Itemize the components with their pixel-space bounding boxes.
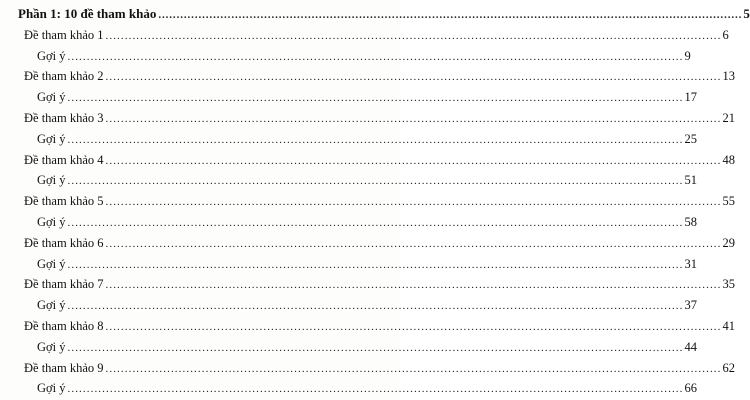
toc-entry-label: Gợi ý (37, 340, 66, 354)
toc-entry-label: Đề tham khảo 3 (24, 111, 104, 125)
toc-entry-page: 51 (684, 173, 697, 187)
toc-part-label: Phần 1: 10 đề tham khảo (18, 6, 157, 21)
toc-entry-page: 62 (722, 361, 735, 375)
toc-entry-goi-y-8 (37, 339, 697, 355)
toc-dot-leader: ................................................................................................................................................................ (67, 259, 684, 271)
toc-entry-page: 37 (684, 298, 697, 312)
toc-entry-de-5 (24, 193, 735, 209)
toc-dot-leader: ................................................................................................................................................................ (67, 342, 684, 354)
toc-dot-leader: ................................................................................................................................................................ (158, 9, 743, 21)
toc-entry-page: 48 (722, 153, 735, 167)
toc-dot-leader: ................................................................................................................................................................ (105, 113, 722, 125)
toc-dot-leader: ................................................................................................................................................................ (105, 279, 722, 291)
toc-dot-leader: ................................................................................................................................................................ (105, 155, 722, 167)
toc-dot-leader: ................................................................................................................................................................ (67, 300, 684, 312)
toc-dot-leader: ................................................................................................................................................................ (67, 383, 684, 395)
toc-entry-de-7 (24, 276, 735, 292)
toc-entry-page: 41 (722, 319, 735, 333)
toc-entry-page: 31 (684, 257, 697, 271)
toc-dot-leader: ................................................................................................................................................................ (105, 196, 722, 208)
toc-entry-de-3 (24, 110, 735, 126)
toc-dot-leader: ................................................................................................................................................................ (105, 238, 722, 250)
toc-dot-leader: ................................................................................................................................................................ (67, 92, 684, 104)
toc-entry-goi-y-5 (37, 214, 697, 230)
toc-entry-label: Đề tham khảo 4 (24, 153, 104, 167)
toc-entry-de-8 (24, 318, 735, 334)
toc-entry-page: 66 (684, 381, 697, 395)
toc-entry-label: Đề tham khảo 8 (24, 319, 104, 333)
toc-entry-de-4 (24, 152, 735, 168)
toc-dot-leader: ................................................................................................................................................................ (105, 71, 722, 83)
toc-entry-page: 29 (722, 236, 735, 250)
toc-entry-page: 25 (684, 132, 697, 146)
toc-entry-page: 55 (722, 194, 735, 208)
toc-dot-leader: ................................................................................................................................................................ (105, 363, 722, 375)
toc-entry-label: Đề tham khảo 1 (24, 28, 104, 42)
toc-entry-goi-y-9 (37, 380, 697, 396)
toc-entry-page: 21 (722, 111, 735, 125)
toc-entry-label: Gợi ý (37, 132, 66, 146)
toc-entry-goi-y-6 (37, 256, 697, 272)
toc-dot-leader: ................................................................................................................................................................ (67, 175, 684, 187)
toc-entry-de-6 (24, 235, 735, 251)
toc-entry-label: Đề tham khảo 2 (24, 69, 104, 83)
toc-entry-goi-y-1 (37, 48, 691, 64)
toc-entry-label: Đề tham khảo 6 (24, 236, 104, 250)
toc-dot-leader: ................................................................................................................................................................ (67, 217, 684, 229)
toc-entry-goi-y-2 (37, 89, 697, 105)
toc-entry-goi-y-4 (37, 172, 697, 188)
toc-entry-label: Đề tham khảo 7 (24, 277, 104, 291)
toc-entry-label: Gợi ý (37, 173, 66, 187)
toc-entry-de-2 (24, 68, 735, 84)
toc-entry-label: Gợi ý (37, 90, 66, 104)
toc-dot-leader: ................................................................................................................................................................ (67, 134, 684, 146)
toc-entry-page: 13 (722, 69, 735, 83)
toc-entry-label: Gợi ý (37, 49, 66, 63)
toc-entry-goi-y-7 (37, 297, 697, 313)
toc-dot-leader: ................................................................................................................................................................ (105, 321, 722, 333)
toc-entry-page: 6 (722, 28, 729, 42)
toc-entry-page: 17 (684, 90, 697, 104)
toc-entry-label: Gợi ý (37, 257, 66, 271)
toc-entry-label: Gợi ý (37, 381, 66, 395)
toc-entry-page: 44 (684, 340, 697, 354)
toc-entry-de-1 (24, 27, 729, 43)
toc-entry-page: 35 (722, 277, 735, 291)
toc-part-heading (18, 6, 750, 22)
toc-entry-label: Gợi ý (37, 215, 66, 229)
toc-entry-label: Đề tham khảo 5 (24, 194, 104, 208)
toc-entry-label: Gợi ý (37, 298, 66, 312)
toc-part-page: 5 (743, 6, 750, 21)
toc-dot-leader: ................................................................................................................................................................ (105, 30, 722, 42)
toc-entry-de-9 (24, 360, 735, 376)
toc-entry-page: 58 (684, 215, 697, 229)
toc-entry-page: 9 (684, 49, 691, 63)
toc-dot-leader: ................................................................................................................................................................ (67, 51, 684, 63)
toc-entry-goi-y-3 (37, 131, 697, 147)
toc-entry-label: Đề tham khảo 9 (24, 361, 104, 375)
